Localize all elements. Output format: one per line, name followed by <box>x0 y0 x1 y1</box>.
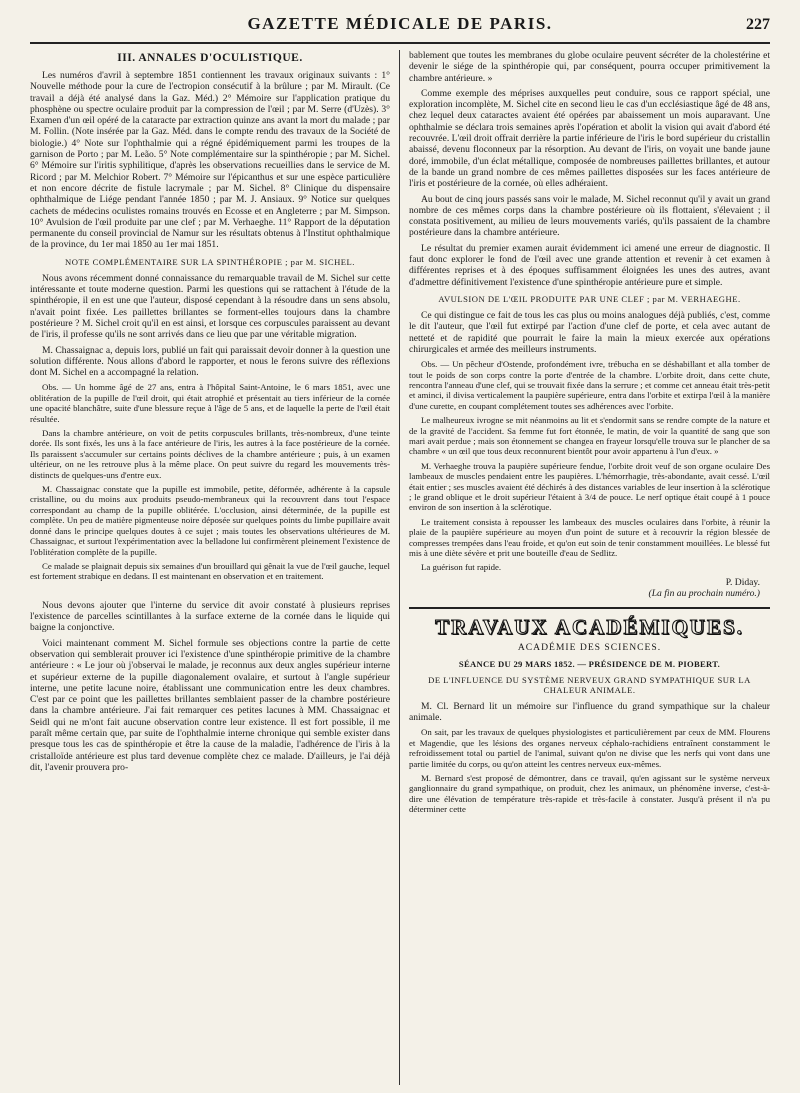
paragraph: Le résultat du premier examen aurait évidemment ici amené une erreur de diagnostic. Il faut donc explorer le fond de l'œil avec une grande attention et revenir à cet examen à différentes reprises et à des époques suffisamment éloignées les unes des autres, avant d'admettre définitivement l'existence d'une spinthéropie antérieure pure et simple. <box>409 242 770 288</box>
section-title: III. ANNALES D'OCULISTIQUE. <box>117 52 303 64</box>
paragraph: M. Bernard s'est proposé de démontrer, dans ce travail, qu'en agissant sur le système nerveux ganglionnaire du grand sympathique, on produit, chez les animaux, un phénomène inverse, c'est-à-dire une élévation de température très-rapide et très-facile à constater. Jusqu'à présent il n'a pu déterminer cette <box>409 773 770 815</box>
observation-paragraph: M. Chassaignac constate que la pupille est immobile, petite, déformée, adhérente à la capsule cristalline, ou du moins aux produits pseudo-membraneux qui la recouvrent dans tout l'espace correspondant au champ de la pupille oblitérée. L'occlusion, ainsi déterminée, de la pupille est complète. Un peu de matière pigmenteuse noire déposée sur quelques points du limbe pupillaire avait donné dans le principe quelques doutes à ce sujet ; mais toutes les observations ultérieures de M. Chassaignac, et surtout l'expérimentation avec la belladone lui confirmèrent pleinement l'existence de l'oblitération complète de la pupille. <box>30 484 390 557</box>
journal-title: GAZETTE MÉDICALE DE PARIS. <box>247 14 553 33</box>
intro-paragraph: Les numéros d'avril à septembre 1851 contiennent les travaux originaux suivants : 1° Nouvelle méthode pour la cure de l'ectropion consécutif à la brûlure ; par M. Mirault. (Ce travail a déjà été analysé dans la Gaz. Méd.) 2° Mémoire sur l'application pratique du phosphène ou spectre oculaire produit par la compression de l'œil ; par M. Serre (d'Uzès). 3° Examen d'un œil opéré de la cataracte par extraction quinze ans avant la mort du malade ; par M. Follin. (Note insérée par la Gaz. Méd. dans le compte rendu des travaux de la Société de biologie.) 4° Note sur l'ophthalmie qui a régné épidémiquement parmi les troupes de la garnison de Porto ; par M. Leão. 5° Note complémentaire sur la spinthéropie ; par M. Sichel. 6° Mémoire sur l'iritis syphilitique, d'après les observations recueillies dans le service de M. Ricord ; par M. Melchior Robert. 7° Mémoire sur l'épicanthus et sur une espèce particulière et non encore décrite de fistule lacrymale ; par M. Sichel. 8° Clinique du dispensaire ophthalmique de Liége pendant l'année 1850 ; par M. J. Ansiaux. 9° Notice sur quelques cachets de médecins oculistes romains trouvés en Ecosse et en Angleterre ; par M. Simpson. 10° Avulsion de l'œil produite par une clef ; par M. Verhaeghe. 11° Rapport de la députation permanente du conseil provincial de Namur sur les résultats obtenus à l'Institut ophthalmique de la province, du 1er mai 1850 au 1er mai 1851. <box>30 70 390 251</box>
influence-title: DE L'INFLUENCE DU SYSTÈME NERVEUX GRAND SYMPATHIQUE SUR LA CHALEUR ANIMALE. <box>428 674 751 695</box>
observation-paragraph: La guérison fut rapide. <box>421 562 502 573</box>
travaux-title: TRAVAUX ACADÉMIQUES. <box>435 614 744 639</box>
divider <box>409 607 770 609</box>
observation-paragraph: Le traitement consista à repousser les lambeaux des muscles oculaires dans l'orbite, à réunir la plaie de la paupière supérieure au moyen d'un point de suture et à recouvrir la région blessée de compresses trempées dans l'eau froide, et qu'on eut soin de tenir constamment mouillées. Le blessé fut mis à une diète sévère et prit une bouteille d'eau de Sedlitz. <box>409 516 770 559</box>
paragraph: On sait, par les travaux de quelques physiologistes et particulièrement par ceux de MM. Flourens et Magendie, que les lésions des organes nerveux céphalo-rachidiens entraînent constamment le refroidissement total ou partiel de l'animal, suivant qu'on ne divise que les nerfs qui vont dans une partie limitée du corps, ou qu'on atteint les centres nerveux eux-mêmes. <box>409 727 770 769</box>
paragraph: Nous devons ajouter que l'interne du service dit avoir constaté à plusieurs reprises l'existence de parcelles scintillantes à la surface externe de la cornée dans le liquide qui baigne la conjonctive. <box>30 599 390 634</box>
observation-paragraph: Obs. — Un homme âgé de 27 ans, entra à l'hôpital Saint-Antoine, le 6 mars 1851, avec une oblitération de la pupille de l'œil droit, qui était atrophié et présentait au tiers inférieur de la cornée une opacité blanchâtre, suite d'une blessure reçue à l'âge de 5 ans, et de laquelle la perte de l'œil était résultée. <box>30 382 390 424</box>
spacer <box>30 586 390 600</box>
observation-paragraph: Dans la chambre antérieure, on voit de petits corpuscules brillants, très-nombreux, d'une teinte dorée. Ils sont fixés, les uns à la face antérieure de l'iris, les autres à la face postérieure de la cornée. Ils paraissent s'accumuler sur certains points déclives de la chambre antérieure ; puis, à un examen ultérieur, on ne les retrouve plus à la même place. On peut suivre du regard les mouvements très-distincts de quelques-uns d'entre eux. <box>30 428 390 480</box>
paragraph: Au bout de cinq jours passés sans voir le malade, M. Sichel reconnut qu'il y avait un grand nombre de ces mêmes corps dans la chambre postérieure où ils flottaient, s'élevaient ; il constata positivement, au milieu de leurs mouvements variés, qu'ils passaient de la chambre postérieure dans la chambre antérieure. <box>409 193 770 239</box>
note-title: NOTE COMPLÉMENTAIRE SUR LA SPINTHÉROPIE ; par M. SICHEL. <box>65 256 355 267</box>
paragraph: M. Chassaignac a, depuis lors, publié un fait qui paraissait devoir donner à la question une solution différente. Nous allons d'abord le rapporter, et nous le ferons suivre des réflexions dont M. Sichel en a accompagné la relation. <box>30 344 390 379</box>
paragraph: Nous avons récemment donné connaissance du remarquable travail de M. Sichel sur cette intéressante et toute moderne question. Parmi les questions qui se rattachent à l'étude de la spinthéropie, il en est une que l'auteur, disposé cependant à la résoudre dans un sens absolu, n'avait point fixée. Les paillettes brillantes se forment-elles toujours dans la chambre postérieure ? M. Sichel croit qu'il en est ainsi, et lorsque ces corpuscules paraissent au devant de l'iris, il professe qu'ils ne sont arrivés dans ce lieu que par une véritable migration. <box>30 272 390 341</box>
page-number: 227 <box>746 16 770 33</box>
paragraph: Ce qui distingue ce fait de tous les cas plus ou moins analogues déjà publiés, c'est, comme le dit l'auteur, que l'œil fut extirpé par l'action d'une clef de porte, et cela avec autant de netteté et de rapidité que pourrait le faire la main la mieux exercée aux opérations chirurgicales et armée des meilleurs instruments. <box>409 309 770 355</box>
left-column <box>30 50 400 1085</box>
avulsion-title: AVULSION DE L'ŒIL PRODUITE PAR UNE CLEF ; par M. VERHAEGHE. <box>438 293 741 304</box>
paragraph: bablement que toutes les membranes du globe oculaire peuvent sécréter de la cholestérine et devenir le siége de la spinthéropie qui, par conséquent, pourra occuper primitivement la chambre antérieure. » <box>409 50 770 84</box>
observation-paragraph: Le malheureux ivrogne se mit néanmoins au lit et s'endormit sans se rendre compte de la nature et de la gravité de l'accident. Sa femme fut fort étonnée, le matin, de voir la quantité de sang que son mari avait perdue ; mais son étonnement se changea en frayeur lorsqu'elle trouva sur le plancher de sa chambre « un œil que tous deux reconnurent bientôt pour avoir appartenu à l'un d'eux. » <box>409 415 770 457</box>
seance-line: SÉANCE DU 29 MARS 1852. — PRÉSIDENCE DE M. PIOBERT. <box>458 658 721 669</box>
observation-paragraph: Ce malade se plaignait depuis six semaines d'un brouillard qui gênait la vue de l'œil gauche, lequel est fortement strabique en dedans. Il est maintenant en observation et en traitement. <box>30 560 390 582</box>
academie-heading: ACADÉMIE DES SCIENCES. <box>517 641 662 653</box>
paragraph: M. Cl. Bernard lit un mémoire sur l'influence du grand sympathique sur la chaleur animale. <box>409 700 770 724</box>
paragraph: Comme exemple des méprises auxquelles peut conduire, sous ce rapport spécial, une exploration incomplète, M. Sichel cite en second lieu le cas d'un ecclésiastique âgé de 48 ans, chez lequel deux cataractes avaient été opérées par abaissement un mois auparavant. Une ophthalmie se déclara trois semaines après l'opération et abolit la vision qui avait d'abord été recouvrée. L'œil droit offrait derrière la partie inférieure de l'iris le bord supérieur du cristallin abaissé, devenu floconneux par la résorption. Au devant de l'iris, on voyait une bande jaune doré, immobile, d'un éclat métallique, composée de nombreuses paillettes brillantes, et autour de la bande un grand nombre de ces mêmes paillettes disposées sur les faces antérieure de l'iris et postérieure de la cornée, où elles adhéraient. <box>409 87 770 190</box>
continued-note: (La fin au prochain numéro.) <box>648 587 760 599</box>
right-column <box>400 50 770 1085</box>
signature: P. Diday. <box>725 576 760 588</box>
observation-paragraph: M. Verhaeghe trouva la paupière supérieure fendue, l'orbite droit veuf de son organe oculaire Des lambeaux de muscles pendaient entre les paupières. L'hémorrhagie, très-abondante, avait cessé. L'œil était entier ; ses muscles avaient été déchirés à des distances variables de leur insertion à la sclérotique ; le grand oblique et le droit supérieur l'étaient à 3/4 de pouce. Le nerf optique était coupé à 1 pouce environ de son insertion à la sclérotique. <box>409 460 770 513</box>
observation-paragraph: Obs. — Un pêcheur d'Ostende, profondément ivre, trébucha en se déshabillant et alla tomber de tout le poids de son corps contre la porte d'entrée de la chambre. L'orbite droit, dans cette chute, rencontra l'anneau d'une clef, qui se trouvait fixée dans la serrure ; et comme cet anneau était très-petit et aminci, il divisa verticalement la paupière supérieure, entra dans l'orbite et extirpa l'œil à la manière d'une curette, en coupant complétement toutes ses adhérences avec l'orbite. <box>409 359 770 411</box>
paragraph: Voici maintenant comment M. Sichel formule ses objections contre la partie de cette observation qui semblerait prouver ici l'existence d'une spinthéropie primitive de la chambre antérieure : « Le jour où j'observai le malade, je reconnus aux deux angles supérieur interne et supérieur externe de la pupille diagonalement ovalaire, et surtout à l'angle supérieur interne, une petite lacune noire, établissant une communication entre les deux chambres. C'est par ce point que les paillettes brillantes semblaient passer de la chambre postérieure dans la chambre antérieure. J'ai fait remarquer ces petites lacunes à MM. Chassaignac et Seidl qui ne m'ont fait aucune observation contre leur existence. Il est fort possible, il me paraît même certain que, par suite de l'ophthalmie interne chronique qui semble exister dans presque tous les cas de spinthéropie et être la cause de la maladie, l'adhérence de l'iris à la cristalloïde antérieure est plus tard devenue complète chez ce malade. D'ailleurs, je l'ai déjà dit, l'avenir prouvera pro- <box>30 637 390 773</box>
page-header <box>30 14 770 44</box>
columns <box>30 50 770 1085</box>
